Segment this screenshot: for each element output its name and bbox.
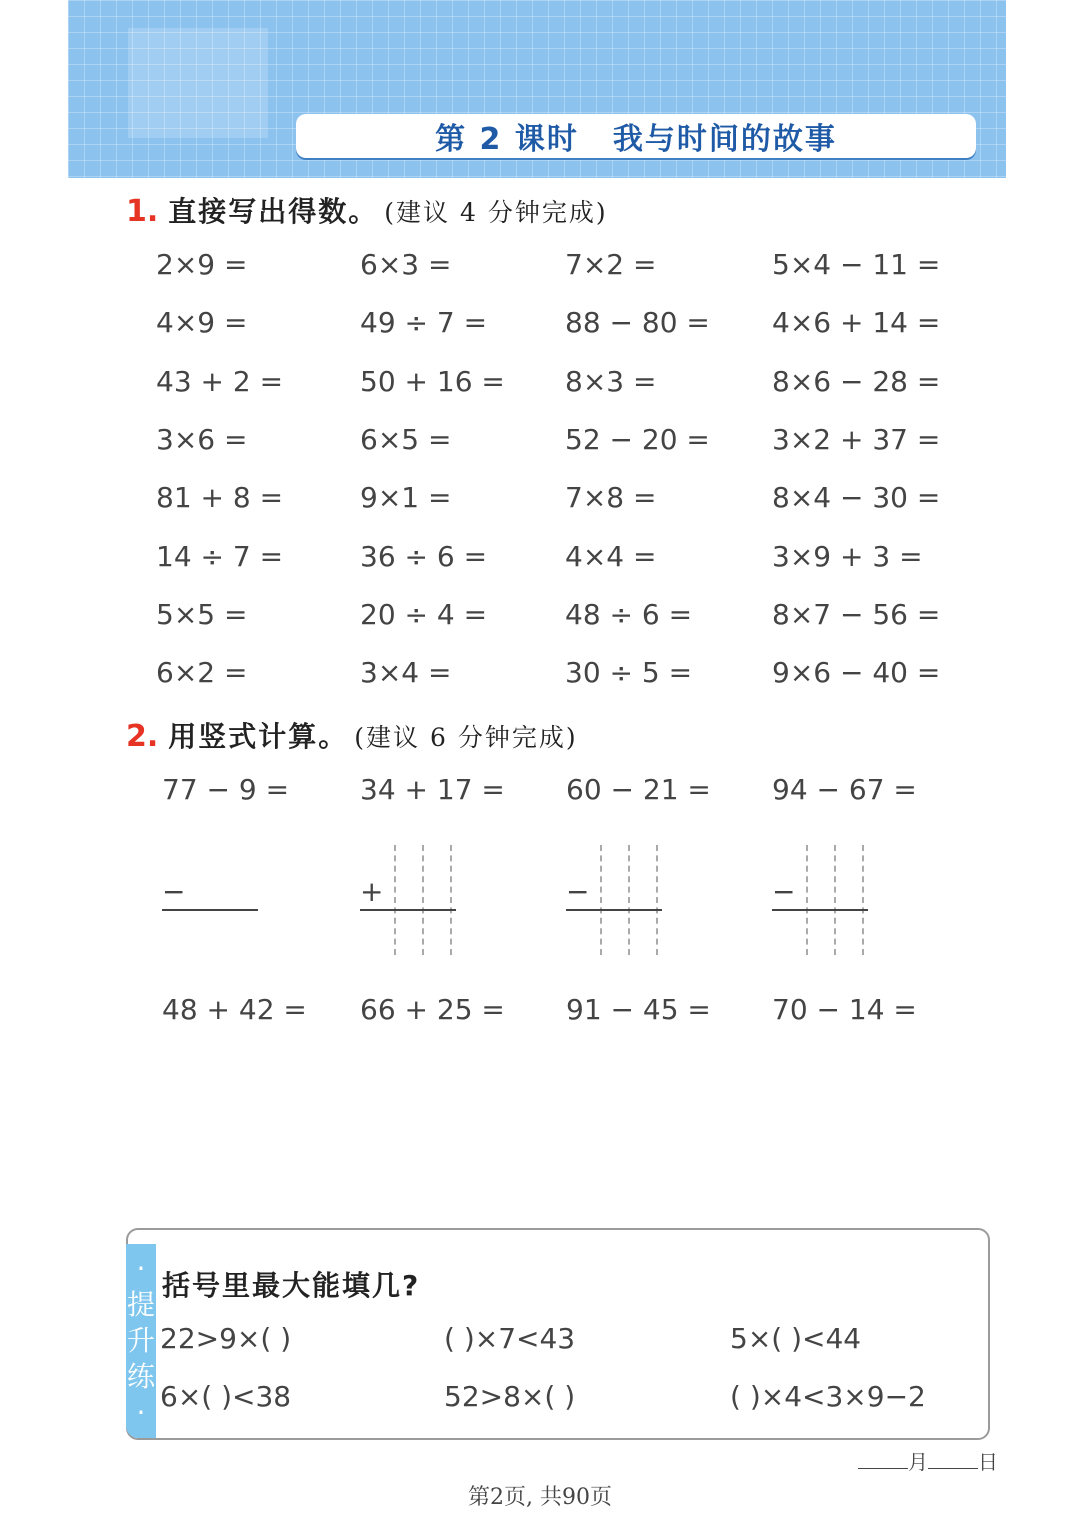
extension-practice-tab	[126, 1244, 156, 1438]
digit-guide-line	[656, 845, 658, 955]
q1-problem: 52 − 20 =	[565, 422, 710, 456]
q1-problem: 4×9 =	[156, 306, 248, 340]
q1-problem: 81 + 8 =	[156, 481, 284, 515]
q2-problem: 48 + 42 =	[162, 993, 307, 1026]
q1-problem: 6×3 =	[360, 248, 452, 281]
section1-heading	[126, 190, 608, 230]
q1-problem: 3×4 =	[360, 656, 452, 690]
tab-char: ·	[136, 1252, 146, 1285]
q1-problem: 4×4 =	[565, 539, 657, 573]
q1-problem: 49 ÷ 7 =	[360, 306, 488, 340]
q1-problem: 9×6 − 40 =	[772, 656, 941, 690]
q1-problem: 48 ÷ 6 =	[565, 597, 693, 631]
vertical-calc-frame[interactable]	[360, 845, 460, 955]
tips-problem: 52>8×( )	[444, 1380, 576, 1413]
digit-guide-line	[834, 845, 836, 955]
q1-problem: 5×4 − 11 =	[772, 248, 941, 281]
result-line	[162, 909, 258, 911]
tab-char: 提	[126, 1288, 155, 1321]
section1-number: 1.	[126, 194, 159, 229]
extension-practice-title: 括号里最大能填几?	[162, 1269, 421, 1302]
q2-problem: 91 − 45 =	[566, 993, 711, 1026]
digit-guide-line	[422, 845, 424, 955]
q1-problem: 7×8 =	[565, 481, 657, 515]
tips-problem: 22>9×( )	[160, 1322, 292, 1355]
page-number-footer: 第2页, 共90页	[468, 1485, 612, 1510]
section1-instruction: 直接写出得数。	[168, 195, 379, 228]
q1-problem: 4×6 + 14 =	[772, 306, 941, 340]
tab-char: ·	[136, 1396, 146, 1429]
q1-problem: 3×2 + 37 =	[772, 422, 941, 456]
q1-problem: 36 ÷ 6 =	[360, 539, 488, 573]
section2-hint: (建议 6 分钟完成)	[354, 723, 578, 752]
q1-problem: 7×2 =	[565, 248, 657, 281]
tips-problem: 6×( )<38	[160, 1380, 292, 1413]
q1-problem: 8×7 − 56 =	[772, 597, 941, 631]
digit-guide-line	[628, 845, 630, 955]
lesson-title-ribbon	[296, 114, 976, 158]
q1-problem: 3×6 =	[156, 422, 248, 456]
section2-number: 2.	[126, 719, 159, 754]
q2-problem: 77 − 9 =	[162, 773, 290, 806]
operator-sign: −	[162, 875, 186, 908]
lesson-title: 我与时间的故事	[612, 122, 837, 157]
vertical-calc-frame[interactable]	[162, 845, 262, 955]
q1-problem: 20 ÷ 4 =	[360, 597, 488, 631]
section2-instruction: 用竖式计算。	[168, 720, 349, 753]
q2-problem: 60 − 21 =	[566, 773, 711, 806]
day-label: 日	[978, 1450, 998, 1474]
month-blank[interactable]	[858, 1468, 908, 1469]
section2-heading	[126, 715, 578, 755]
q1-problem: 8×6 − 28 =	[772, 364, 941, 398]
digit-guide-line	[806, 845, 808, 955]
operator-sign: −	[566, 875, 590, 908]
header-corner-patch	[128, 28, 268, 138]
q1-problem: 88 − 80 =	[565, 306, 710, 340]
q1-problem: 5×5 =	[156, 597, 248, 631]
q1-problem: 9×1 =	[360, 481, 452, 515]
vertical-calc-frame[interactable]	[772, 845, 872, 955]
result-line	[772, 909, 868, 911]
section1-hint: (建议 4 分钟完成)	[384, 198, 608, 227]
q1-problem: 50 + 16 =	[360, 364, 505, 398]
q2-problem: 34 + 17 =	[360, 773, 505, 806]
q2-problem: 66 + 25 =	[360, 993, 505, 1026]
result-line	[566, 909, 662, 911]
q1-problem: 6×5 =	[360, 422, 452, 456]
tips-problem: 5×( )<44	[730, 1322, 862, 1355]
q1-problem: 8×4 − 30 =	[772, 481, 941, 515]
day-blank[interactable]	[928, 1468, 978, 1469]
vertical-calc-frame[interactable]	[566, 845, 666, 955]
tab-char: 练	[126, 1360, 155, 1393]
operator-sign: −	[772, 875, 796, 908]
digit-guide-line	[450, 845, 452, 955]
q2-problem: 94 − 67 =	[772, 773, 917, 806]
date-field	[858, 1446, 998, 1475]
q1-problem: 43 + 2 =	[156, 364, 284, 398]
digit-guide-line	[394, 845, 396, 955]
q1-problem: 2×9 =	[156, 248, 248, 281]
digit-guide-line	[600, 845, 602, 955]
lesson-label: 第 2 课时	[435, 122, 579, 157]
q1-problem: 30 ÷ 5 =	[565, 656, 693, 690]
tab-char: 升	[126, 1324, 155, 1357]
result-line	[360, 909, 456, 911]
tips-problem: ( )×4<3×9−2	[730, 1380, 926, 1413]
digit-guide-line	[862, 845, 864, 955]
month-label: 月	[908, 1450, 928, 1474]
tips-problem: ( )×7<43	[444, 1322, 576, 1355]
q1-problem: 3×9 + 3 =	[772, 539, 923, 573]
q1-problem: 14 ÷ 7 =	[156, 539, 284, 573]
q1-problem: 6×2 =	[156, 656, 248, 690]
q2-problem: 70 − 14 =	[772, 993, 917, 1026]
operator-sign: +	[360, 875, 384, 908]
q1-problem: 8×3 =	[565, 364, 657, 398]
